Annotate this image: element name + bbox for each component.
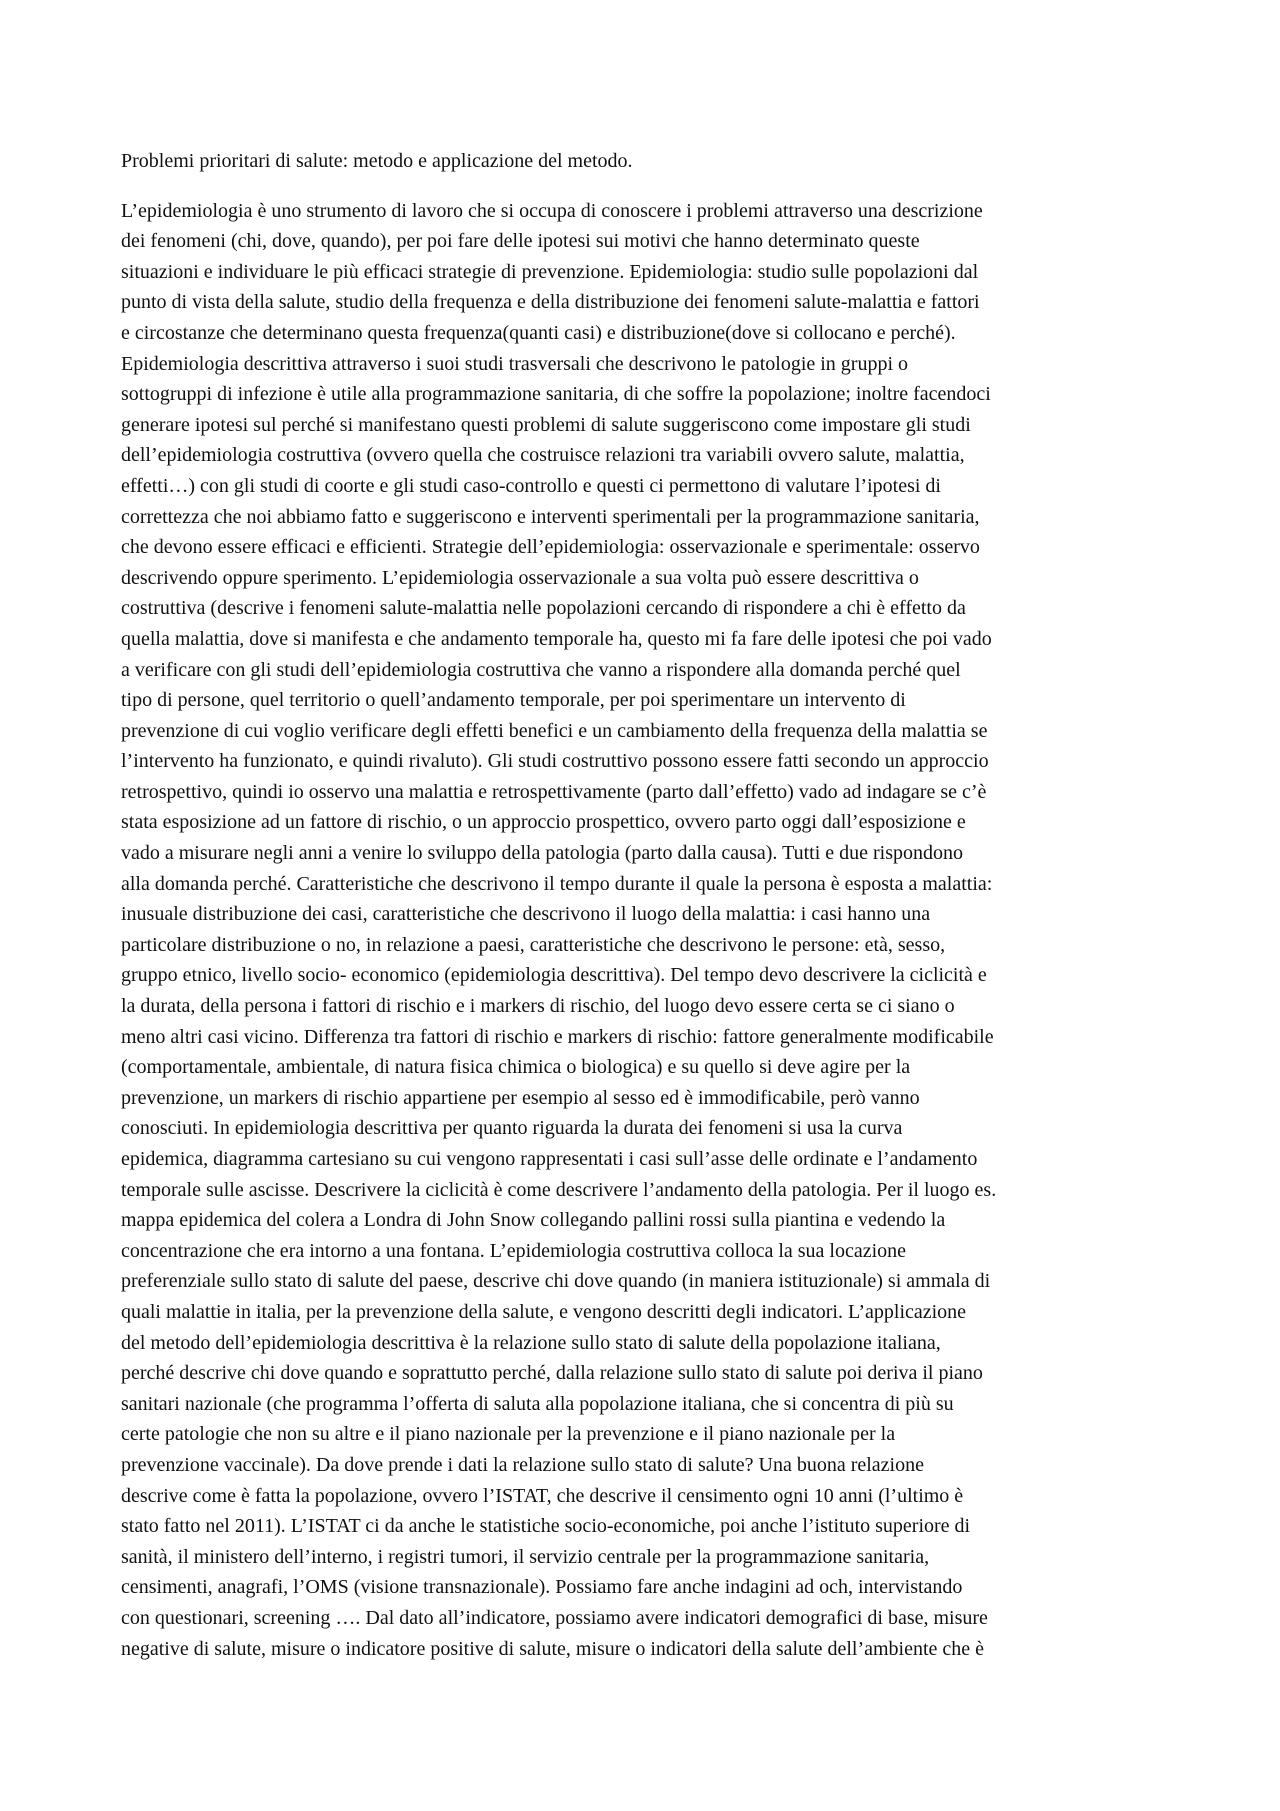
body-text-line: l’intervento ha funzionato, e quindi rivaluto). Gli studi costruttivo possono essere fatti secondo un approccio <box>121 750 989 773</box>
body-text-line: inusuale distribuzione dei casi, caratteristiche che descrivono il luogo della malattia: i casi hanno una <box>121 903 931 926</box>
body-text-line: meno altri casi vicino. Differenza tra fattori di rischio e markers di rischio: fattore generalmente modificabile <box>121 1025 994 1048</box>
body-text-line: dei fenomeni (chi, dove, quando), per poi fare delle ipotesi sui motivi che hanno determinato queste <box>121 230 920 253</box>
body-text-line: effetti…) con gli studi di coorte e gli studi caso-controllo e questi ci permettono di valutare l’ipotesi di <box>121 474 941 497</box>
body-text-line: temporale sulle ascisse. Descrivere la ciclicità è come descrivere l’andamento della patologia. Per il luogo es. <box>121 1178 997 1201</box>
body-text-line: (comportamentale, ambientale, di natura fisica chimica o biologica) e su quello si deve agire per la <box>121 1056 911 1079</box>
document-body <box>121 196 1167 1665</box>
body-text-line: stato fatto nel 2011). L’ISTAT ci da anche le statistiche socio-economiche, poi anche l’istituto superiore di <box>121 1515 971 1538</box>
body-text-line: negative di salute, misure o indicatore positive di salute, misure o indicatori della salute dell’ambiente che è <box>121 1637 985 1660</box>
body-text-line: sottogruppi di infezione è utile alla programmazione sanitaria, di che soffre la popolazione; inoltre facendoci <box>121 383 991 406</box>
document-title: Problemi prioritari di salute: metodo e applicazione del metodo. <box>121 150 633 172</box>
body-text-line: conosciuti. In epidemiologia descrittiva per quanto riguarda la durata dei fenomeni si usa la curva <box>121 1117 903 1140</box>
body-text-line: dell’epidemiologia costruttiva (ovvero quella che costruisce relazioni tra variabili ovvero salute, malattia, <box>121 444 965 467</box>
body-text-line: concentrazione che era intorno a una fontana. L’epidemiologia costruttiva colloca la sua locazione <box>121 1239 907 1262</box>
body-text-line: con questionari, screening …. Dal dato all’indicatore, possiamo avere indicatori demografici di base, misure <box>121 1606 988 1629</box>
body-text-line: prevenzione di cui voglio verificare degli effetti benefici e un cambiamento della frequenza della malattia se <box>121 719 988 742</box>
body-text-line: del metodo dell’epidemiologia descrittiva è la relazione sullo stato di salute della popolazione italiana, <box>121 1331 941 1354</box>
body-text-line: censimenti, anagrafi, l’OMS (visione transnazionale). Possiamo fare anche indagini ad och, intervistando <box>121 1576 963 1599</box>
body-text-line: che devono essere efficaci e efficienti. Strategie dell’epidemiologia: osservazionale e sperimentale: osservo <box>121 536 980 559</box>
body-text-line: sanità, il ministero dell’interno, i registri tumori, il servizio centrale per la programmazione sanitaria, <box>121 1545 930 1568</box>
body-text-line: L’epidemiologia è uno strumento di lavoro che si occupa di conoscere i problemi attraverso una descrizione <box>121 199 983 222</box>
body-text-line: descrive come è fatta la popolazione, ovvero l’ISTAT, che descrive il censimento ogni 10 anni (l’ultimo è <box>121 1484 964 1507</box>
body-text-line: descrivendo oppure sperimento. L’epidemiologia osservazionale a sua volta può essere descrittiva o <box>121 566 919 589</box>
body-text-line: a verificare con gli studi dell’epidemiologia costruttiva che vanno a rispondere alla domanda perché quel <box>121 658 961 681</box>
body-text-line: preferenziale sullo stato di salute del paese, descrive chi dove quando (in maniera istituzionale) si ammala di <box>121 1270 991 1293</box>
body-text-line: punto di vista della salute, studio della frequenza e della distribuzione dei fenomeni salute-malattia e fattori <box>121 291 980 314</box>
body-text-line: quali malattie in italia, per la prevenzione della salute, e vengono descritti degli indicatori. L’applicazione <box>121 1300 967 1323</box>
body-text-line: la durata, della persona i fattori di rischio e i markers di rischio, del luogo devo essere certa se ci siano o <box>121 995 955 1018</box>
body-text-line: alla domanda perché. Caratteristiche che descrivono il tempo durante il quale la persona è esposta a malattia: <box>121 872 993 895</box>
body-text-line: quella malattia, dove si manifesta e che andamento temporale ha, questo mi fa fare delle ipotesi che poi vado <box>121 627 992 650</box>
body-text-line: prevenzione, un markers di rischio appartiene per esempio al sesso ed è immodificabile, però vanno <box>121 1086 920 1109</box>
body-text-line: gruppo etnico, livello socio- economico (epidemiologia descrittiva). Del tempo devo descrivere la ciclicità e <box>121 964 987 987</box>
body-text-line: costruttiva (descrive i fenomeni salute-malattia nelle popolazioni cercando di rispondere a chi è effetto da <box>121 597 966 620</box>
document-page <box>121 146 1167 1664</box>
body-text-line: tipo di persone, quel territorio o quell’andamento temporale, per poi sperimentare un intervento di <box>121 689 906 712</box>
body-text-line: sanitari nazionale (che programma l’offerta di saluta alla popolazione italiana, che si concentra di più su <box>121 1392 954 1415</box>
body-text-line: mappa epidemica del colera a Londra di John Snow collegando pallini rossi sulla piantina e vedendo la <box>121 1209 946 1232</box>
body-text-line: stata esposizione ad un fattore di rischio, o un approccio prospettico, ovvero parto oggi dall’esposizione e <box>121 811 966 834</box>
body-text-line: situazioni e individuare le più efficaci strategie di prevenzione. Epidemiologia: studio sulle popolazioni dal <box>121 260 979 283</box>
body-text-line: generare ipotesi sul perché si manifestano questi problemi di salute suggeriscono come impostare gli studi <box>121 413 971 436</box>
body-text-line: epidemica, diagramma cartesiano su cui vengono rappresentati i casi sull’asse delle ordinate e l’andamento <box>121 1148 978 1170</box>
body-text-line: vado a misurare negli anni a venire lo sviluppo della patologia (parto dalla causa). Tutti e due rispondono <box>121 842 964 865</box>
body-text-line: perché descrive chi dove quando e soprattutto perché, dalla relazione sullo stato di salute poi deriva il piano <box>121 1362 983 1385</box>
body-text-line: certe patologie che non su altre e il piano nazionale per la prevenzione e il piano nazionale per la <box>121 1423 896 1446</box>
body-text-line: prevenzione vaccinale). Da dove prende i dati la relazione sullo stato di salute? Una buona relazione <box>121 1453 924 1476</box>
body-text-line: Epidemiologia descrittiva attraverso i suoi studi trasversali che descrivono le patologie in gruppi o <box>121 352 909 375</box>
body-text-line: correttezza che noi abbiamo fatto e suggeriscono e interventi sperimentali per la programmazione sanitaria, <box>121 505 980 528</box>
body-text-line: retrospettivo, quindi io osservo una malattia e retrospettivamente (parto dall’effetto) vado ad indagare se c’è <box>121 780 987 803</box>
body-text-line: particolare distribuzione o no, in relazione a paesi, caratteristiche che descrivono le persone: età, sesso, <box>121 933 946 956</box>
body-text-line: e circostanze che determinano questa frequenza(quanti casi) e distribuzione(dove si collocano e perché). <box>121 321 956 344</box>
